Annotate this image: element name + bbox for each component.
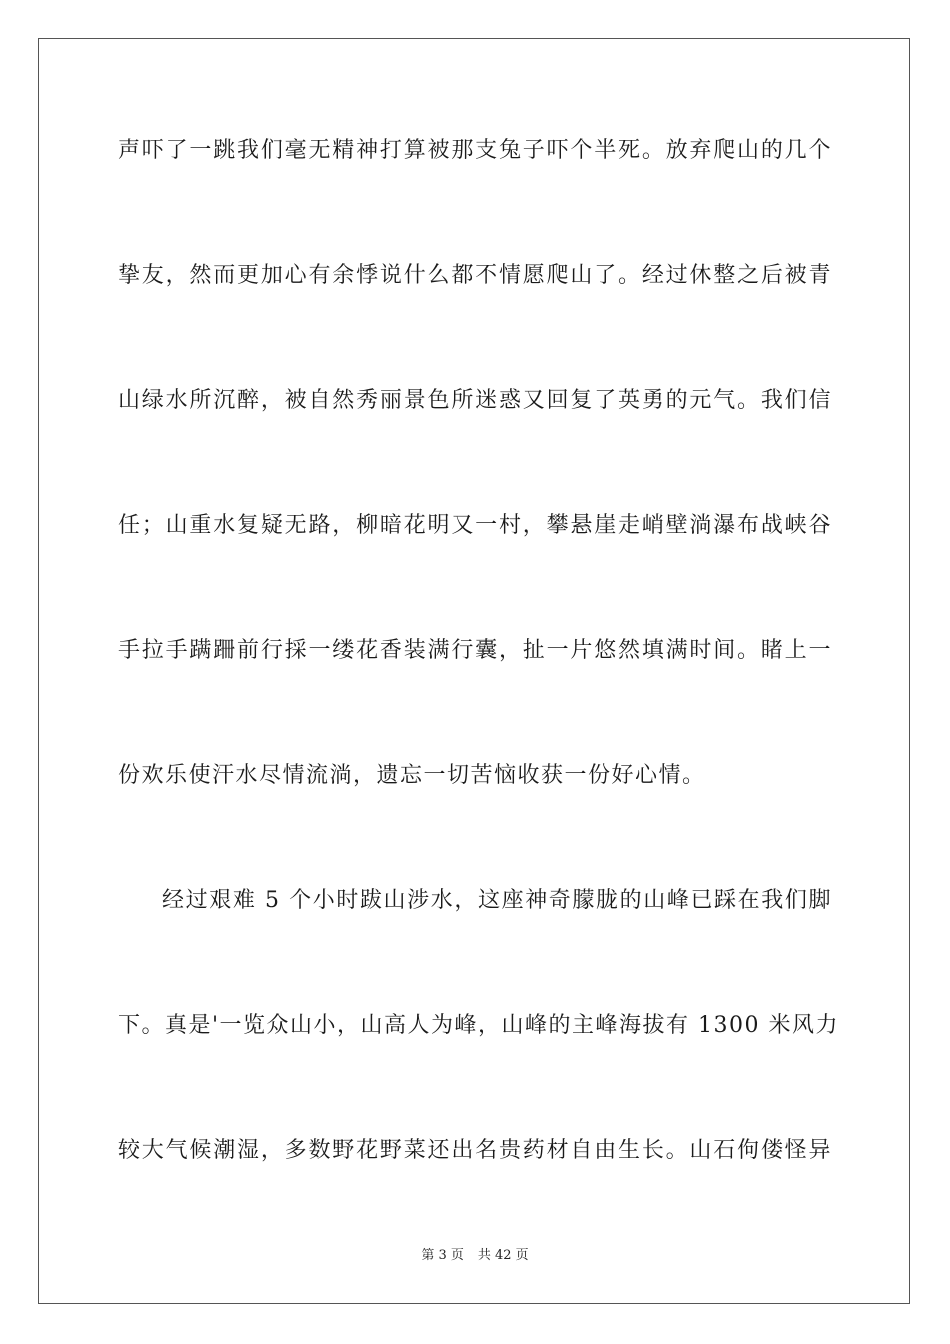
- text-line: 下。真是'一览众山小，山高人为峰，山峰的主峰海拔有 1300 米风力: [118, 1013, 840, 1038]
- text-line: 山绿水所沉醉，被自然秀丽景色所迷惑又回复了英勇的元气。我们信: [118, 388, 832, 413]
- text-line: 份欢乐使汗水尽情流淌，遗忘一切苦恼收获一份好心情。: [118, 763, 706, 788]
- page-number: 第 3 页: [421, 1248, 464, 1263]
- page-total: 共 42 页: [477, 1248, 529, 1263]
- page-footer: [0, 1247, 950, 1265]
- text-line: 较大气候潮湿，多数野花野菜还出名贵药材自由生长。山石佝偻怪异: [118, 1138, 832, 1163]
- text-line: 手拉手蹒跚前行採一缕花香装满行囊，扯一片悠然填满时间。睹上一: [118, 638, 832, 663]
- text-line: 任；山重水复疑无路，柳暗花明又一村，攀悬崖走峭壁淌瀑布战峡谷: [118, 513, 832, 538]
- text-line: 挚友，然而更加心有余悸说什么都不情愿爬山了。经过休整之后被青: [118, 263, 832, 288]
- text-line: 声吓了一跳我们毫无精神打算被那支兔子吓个半死。放弃爬山的几个: [118, 138, 832, 163]
- page-border: [38, 38, 910, 1304]
- paragraph-first-line: 经过艰难 5 个小时跋山涉水，这座神奇朦胧的山峰已踩在我们脚: [162, 888, 832, 913]
